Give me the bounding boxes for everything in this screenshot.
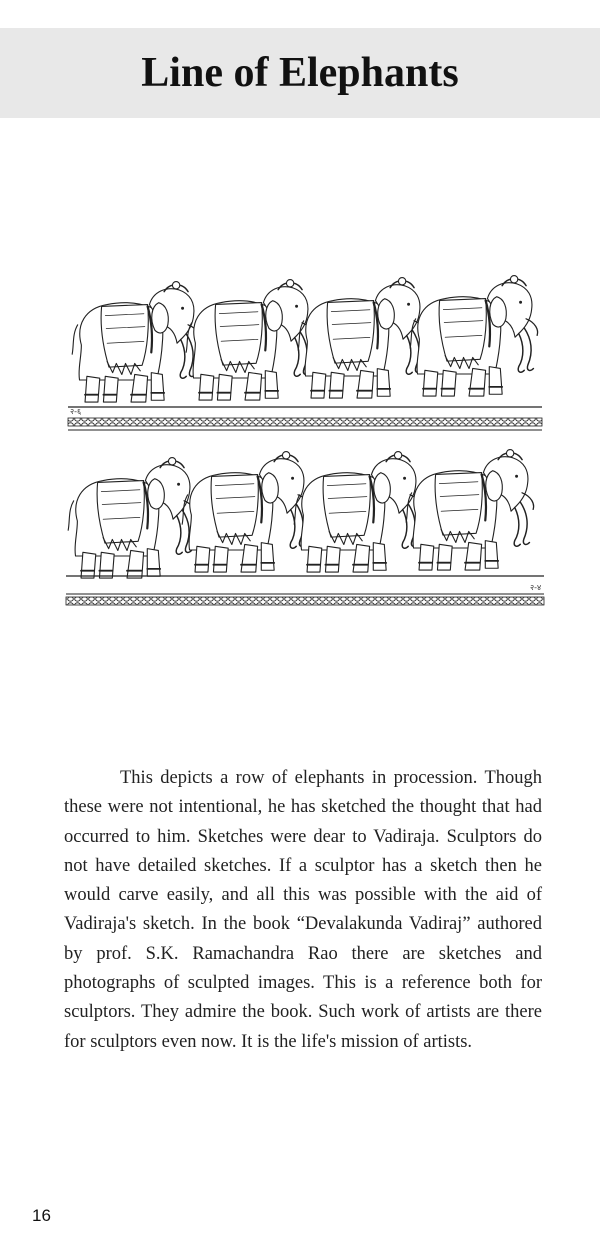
elephant-row-bottom xyxy=(68,450,533,579)
body-text: This depicts a row of elephants in procession. Though these were not intentional, he has sketched the thought that had occurred to him. Sketches were dear to Vadiraja. Sculptors do not have detailed sketches. If a sculptor has a sketch then he would carve easily, and all this was possible with the aid of Vadiraja's sketch. In the book “Devalakunda Vadiraj” authored by prof. S.K. Ramachandra Rao there are sketches and photographs of sculpted images. This is a reference both for sculptors. They admire the book. Such work of artists are there for sculptors even now. It is the life's mission of artists. xyxy=(64,768,542,1052)
page-title: Line of Elephants xyxy=(141,50,459,96)
page-number: 16 xyxy=(32,1206,51,1225)
body-paragraph xyxy=(64,764,542,1057)
elephant-row-top xyxy=(72,276,537,403)
chain-border-bottom xyxy=(66,597,544,605)
sketch-mark-top: २-६ xyxy=(70,407,82,416)
sketch-mark-bottom: २-४ xyxy=(530,583,542,592)
elephant-procession-drawing xyxy=(60,260,550,620)
chain-border-top xyxy=(68,418,542,426)
